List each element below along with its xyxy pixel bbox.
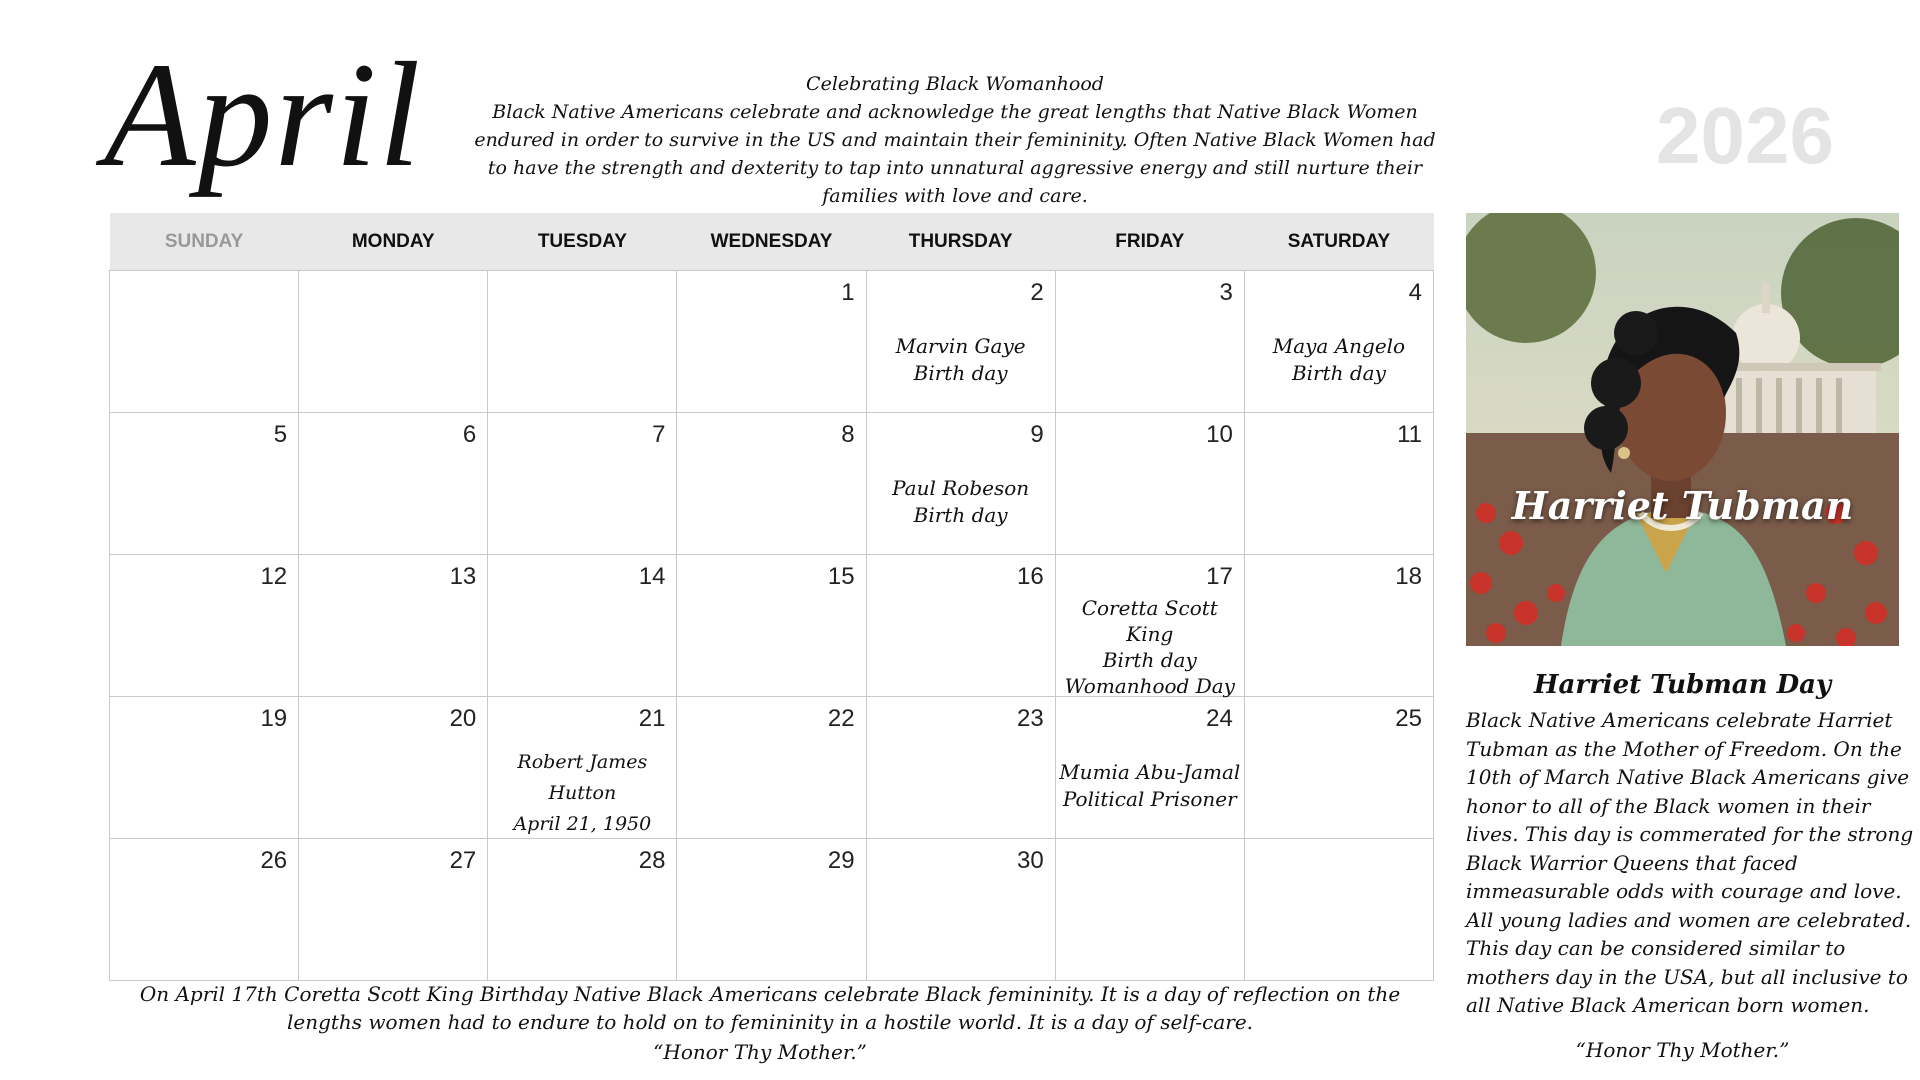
event-line: Maya Angelo [1272,334,1406,358]
footer-note: On April 17th Coretta Scott King Birthday Native Black Americans celebrate Black femininity. It is a day of reflection on the lengths women had to endure to hold on to femininity in a hostile world. It is a day of self-care. [139,982,1401,1034]
weekday-header-row [110,213,1434,271]
week-row [110,555,1434,697]
day-number: 22 [827,705,855,732]
event-line: Paul Robeson [892,476,1030,500]
event-line: Birth day [913,503,1008,527]
event-line: April 21, 1950 [513,813,652,835]
event-line: Coretta Scott King [1081,596,1218,646]
day-number: 27 [449,847,477,874]
sidebar-title: Harriet Tubman Day [1533,670,1832,700]
day-cell [866,413,1055,555]
event-text [1056,759,1244,813]
day-cell-empty [488,271,677,413]
day-number: 28 [638,847,666,874]
week-row [110,271,1434,413]
day-cell [488,555,677,697]
day-cell [1055,413,1244,555]
sidebar-body: Black Native Americans celebrate Harriet Tubman as the Mother of Freedom. On the 10th of March Native Black Americans give honor to all of the Black women in their lives. This day is commerated for the strong Black Warrior Queens that faced immeasurable odds with courage and love. All young ladies and women are celebrated. This day can be considered similar to mothers day in the USA, but all inclusive to all Native Black American born women. [1466,708,1914,1017]
week-row [110,413,1434,555]
day-number: 23 [1017,705,1044,732]
day-cell-empty [110,271,299,413]
year-label: 2026 [1656,91,1834,180]
day-number: 21 [638,705,666,732]
day-number: 9 [1030,421,1044,448]
event-text [1056,595,1244,699]
day-cell [677,555,866,697]
day-cell-empty [299,271,488,413]
event-line: Birth day [1102,648,1197,672]
weekday-wednesday: WEDNESDAY [677,213,866,271]
event-line: Birth day [913,361,1008,385]
week-row [110,697,1434,839]
day-cell [488,839,677,981]
day-cell [866,697,1055,839]
week-row [110,839,1434,981]
day-cell [866,271,1055,413]
weekday-thursday: THURSDAY [866,213,1055,271]
footer-honor-quote: “Honor Thy Mother.” [653,1040,867,1064]
event-line: Womanhood Day [1064,674,1235,698]
day-cell [299,413,488,555]
day-cell [110,839,299,981]
event-line: Marvin Gaye [895,334,1026,358]
day-number: 18 [1395,563,1422,590]
day-cell [110,413,299,555]
day-number: 30 [1017,847,1044,874]
event-line: Political Prisoner [1062,787,1237,811]
day-cell [866,839,1055,981]
day-cell-empty [1244,839,1433,981]
day-number: 7 [652,421,666,448]
day-cell [1055,271,1244,413]
day-cell [677,413,866,555]
day-number: 25 [1395,705,1422,732]
month-title: April [104,32,423,198]
day-cell [299,555,488,697]
day-number: 1 [841,279,855,306]
harriet-tubman-portrait [1466,213,1899,646]
intro-title: Celebrating Black Womanhood [806,73,1104,95]
event-line: Birth day [1291,361,1386,385]
event-text [867,475,1055,529]
day-cell [677,839,866,981]
weekday-tuesday: TUESDAY [488,213,677,271]
intro-block [470,70,1440,210]
day-cell [866,555,1055,697]
event-text [488,747,676,840]
day-number: 2 [1030,279,1044,306]
sidebar-honor-quote: “Honor Thy Mother.” [1575,1038,1790,1062]
day-cell [1244,697,1433,839]
day-cell [1244,413,1433,555]
calendar-grid [109,213,1434,981]
event-text [867,333,1055,387]
day-number: 29 [827,847,855,874]
day-number: 11 [1397,421,1422,448]
day-cell [1055,555,1244,697]
day-number: 3 [1219,279,1233,306]
day-number: 5 [273,421,288,448]
day-number: 14 [638,563,666,590]
event-text [1245,333,1433,387]
day-number: 15 [827,563,855,590]
day-cell [1244,555,1433,697]
day-number: 24 [1206,705,1233,732]
day-number: 26 [260,847,288,874]
day-number: 10 [1206,421,1233,448]
portrait-caption: Harriet Tubman [1511,483,1854,528]
day-number: 12 [260,563,288,590]
day-cell [1244,271,1433,413]
day-number: 4 [1408,279,1422,306]
weekday-saturday: SATURDAY [1244,213,1433,271]
day-cell [677,697,866,839]
day-number: 8 [841,421,855,448]
day-cell [299,839,488,981]
day-cell [299,697,488,839]
portrait-illustration [1466,213,1899,646]
event-line: Mumia Abu-Jamal [1059,760,1241,784]
day-number: 6 [462,421,477,448]
weekday-monday: MONDAY [299,213,488,271]
weekday-friday: FRIDAY [1055,213,1244,271]
intro-text: Black Native Americans celebrate and acknowledge the great lengths that Native Black Women endured in order to survive in the US and maintain their femininity. Often Native Black Women had to have the strength and dexterity to tap into unnatural aggressive energy and still nurture their families with love and care. [474,101,1436,207]
day-cell [110,697,299,839]
day-number: 13 [449,563,477,590]
day-number: 16 [1017,563,1044,590]
weekday-sunday: SUNDAY [110,213,299,271]
day-number: 19 [260,705,288,732]
day-cell [488,413,677,555]
day-cell [488,697,677,839]
event-line: Robert James Hutton [517,751,648,804]
day-number: 20 [449,705,477,732]
day-cell [110,555,299,697]
day-cell-empty [1055,839,1244,981]
day-cell [1055,697,1244,839]
day-cell [677,271,866,413]
day-number: 17 [1206,563,1233,590]
